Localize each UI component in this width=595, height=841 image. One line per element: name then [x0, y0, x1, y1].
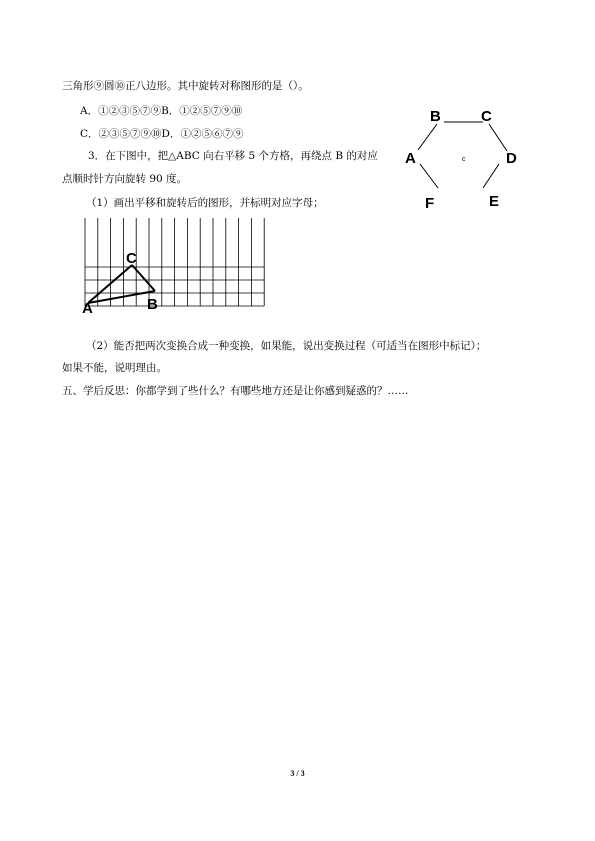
triangle-side-cb — [132, 265, 155, 291]
page-number: 3 / 3 — [290, 769, 305, 778]
question-3-part-1: （1）画出平移和旋转后的图形，并标明对应字母； — [86, 197, 324, 209]
grid-figure — [80, 218, 270, 318]
hexagon-edge-ab — [418, 124, 437, 150]
hexagon-center-mark: c — [462, 156, 466, 163]
hexagon-figure — [403, 102, 543, 212]
grid-label-a: A — [82, 300, 93, 317]
question-3-part-2-line-2: 如果不能，说明理由。 — [62, 362, 167, 374]
hexagon-edge-cd — [489, 124, 507, 151]
hexagon-label-d: D — [506, 150, 517, 167]
option-c-d: C．②③⑤⑦⑨⑩D．①②⑤⑥⑦⑨ — [80, 128, 244, 140]
grid-label-b: B — [147, 296, 158, 313]
grid-lines — [85, 218, 264, 306]
hexagon-label-b: B — [430, 108, 441, 125]
hexagon-label-a: A — [405, 150, 416, 167]
text-line-1: 三角形⑨圆⑩正八边形。其中旋转对称图形的是（）。 — [62, 80, 309, 92]
hexagon-label-e: E — [489, 193, 500, 210]
hexagon-edge-de — [483, 164, 499, 188]
hexagon-edge-fa — [420, 164, 438, 188]
question-3-part-2-line-1: （2）能否把两次变换合成一种变换，如果能，说出变换过程（可适当在图形中标记）； — [86, 340, 487, 352]
hexagon-label-c: C — [481, 108, 492, 125]
question-3-line-1: 3．在下图中，把△ABC 向右平移 5 个方格，再绕点 B 的对应 — [88, 150, 378, 162]
hexagon-label-f: F — [425, 195, 435, 212]
section-5-reflection: 五、学后反思：你都学到了些什么？有哪些地方还是让你感到疑惑的？…… — [62, 385, 409, 397]
question-3-line-2: 点顺时针方向旋转 90 度。 — [62, 173, 188, 185]
grid-label-c: C — [126, 250, 137, 267]
option-a-b: A．①②③⑤⑦⑨B．①②⑤⑦⑨⑩ — [80, 105, 243, 117]
